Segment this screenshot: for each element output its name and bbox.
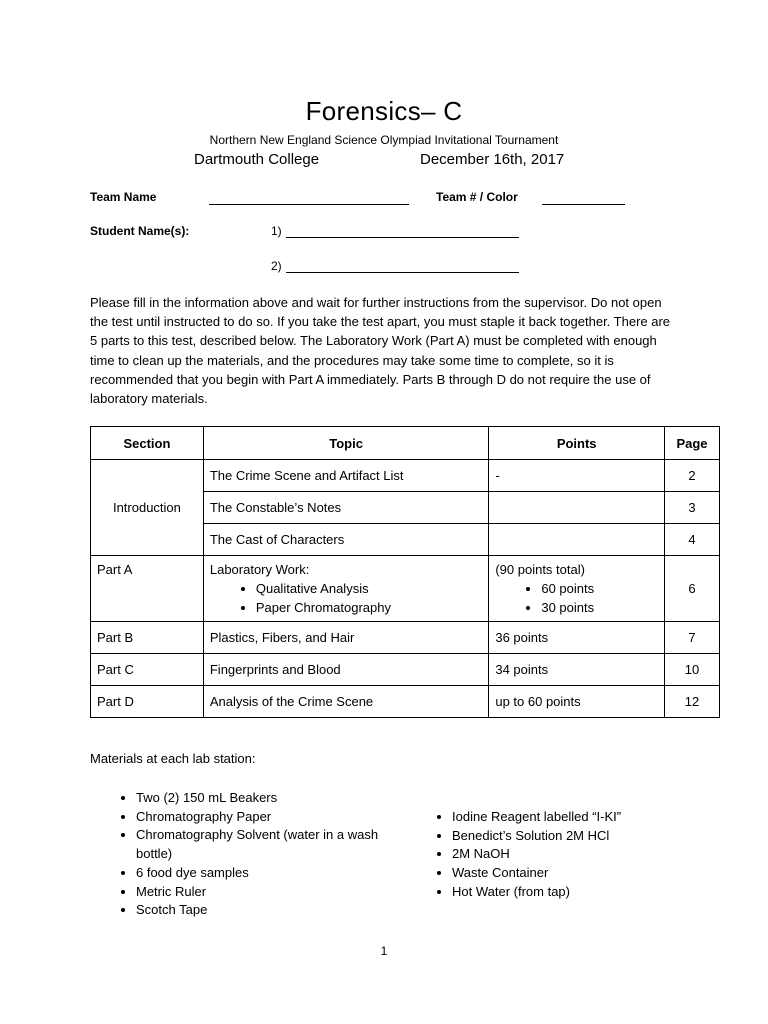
row-page: 2 (665, 460, 720, 492)
list-item: • Chromatography Paper (136, 808, 416, 827)
list-item: • Benedict’s Solution 2M HCl (452, 827, 752, 846)
row-points: - (489, 460, 665, 492)
row-topic (203, 556, 488, 622)
tournament-name: Northern New England Science Olympiad Invitational Tournament (209, 133, 559, 147)
table-header-row (91, 427, 720, 460)
row-page: 6 (665, 556, 720, 622)
instructions-paragraph: Please fill in the information above and wait for further instructions from the supervisor. Do not open the test until instructed to do so. If you take the test apart, you must staple it back together. There are 5 parts to this test, described below. The Laboratory Work (Part A) must be completed with enough time to clean up the materials, and the procedures may take some time to complete, so it is recommended that you begin with Part A immediately. Parts B through D do not require the use of laboratory materials. (90, 295, 671, 407)
row-points (489, 556, 665, 622)
row-page: 12 (665, 686, 720, 718)
list-item: • Chromatography Solvent (water in a wash bottle) (136, 826, 416, 863)
row-section: Part D (91, 686, 204, 718)
row-points (489, 524, 665, 556)
section-introduction: Introduction (91, 460, 204, 556)
points-heading: (90 points total) (495, 562, 585, 577)
team-name-label: Team Name (90, 190, 157, 204)
row-points: up to 60 points (489, 686, 665, 718)
student-names-label: Student Name(s): (90, 224, 190, 238)
student-1-field[interactable] (286, 237, 519, 238)
table-row-part-a (91, 556, 720, 622)
event-date: December 16th, 2017 (420, 151, 565, 168)
list-item: • Metric Ruler (136, 883, 416, 902)
row-section: Part A (91, 556, 204, 622)
row-points (489, 492, 665, 524)
row-page: 10 (665, 654, 720, 686)
list-item: • Iodine Reagent labelled “I-KI” (452, 808, 752, 827)
row-page: 7 (665, 622, 720, 654)
row-section: Part B (91, 622, 204, 654)
page-number: 1 (380, 944, 388, 958)
student-1-number: 1) (271, 224, 282, 238)
table-row (91, 654, 720, 686)
list-item: • Paper Chromatography (256, 598, 482, 617)
team-name-field[interactable] (209, 204, 409, 205)
row-page: 4 (665, 524, 720, 556)
topic-list (210, 579, 482, 617)
student-2-field[interactable] (286, 272, 519, 273)
table-row (91, 460, 720, 492)
topic-heading: Laboratory Work: (209, 562, 310, 577)
list-item: • Two (2) 150 mL Beakers (136, 789, 416, 808)
student-2-number: 2) (271, 259, 282, 273)
venue: Dartmouth College (194, 151, 320, 168)
list-item: • Waste Container (452, 864, 752, 883)
row-topic: Fingerprints and Blood (203, 654, 488, 686)
list-item: • 6 food dye samples (136, 864, 416, 883)
header-topic: Topic (203, 427, 488, 460)
row-points: 36 points (489, 622, 665, 654)
row-page: 3 (665, 492, 720, 524)
list-item: • 2M NaOH (452, 845, 752, 864)
materials-list-left (90, 789, 416, 920)
row-points: 34 points (489, 654, 665, 686)
list-item: • 30 points (541, 598, 658, 617)
team-number-label: Team # / Color (436, 190, 518, 204)
document-title: Forensics– C (305, 96, 463, 126)
list-item: • Qualitative Analysis (256, 579, 482, 598)
materials-heading: Materials at each lab station: (90, 751, 256, 766)
table-row (91, 686, 720, 718)
test-sections-table (90, 426, 720, 718)
row-section: Part C (91, 654, 204, 686)
row-topic: The Cast of Characters (203, 524, 488, 556)
points-list (495, 579, 658, 617)
header-section: Section (91, 427, 204, 460)
header-page: Page (665, 427, 720, 460)
row-topic: Analysis of the Crime Scene (203, 686, 488, 718)
row-topic: Plastics, Fibers, and Hair (203, 622, 488, 654)
team-number-field[interactable] (542, 204, 625, 205)
list-item: • 60 points (541, 579, 658, 598)
list-item: • Scotch Tape (136, 901, 416, 920)
table-row (91, 622, 720, 654)
materials-list-right (406, 808, 752, 902)
header-points: Points (489, 427, 665, 460)
row-topic: The Crime Scene and Artifact List (203, 460, 488, 492)
list-item: • Hot Water (from tap) (452, 883, 752, 902)
row-topic: The Constable’s Notes (203, 492, 488, 524)
